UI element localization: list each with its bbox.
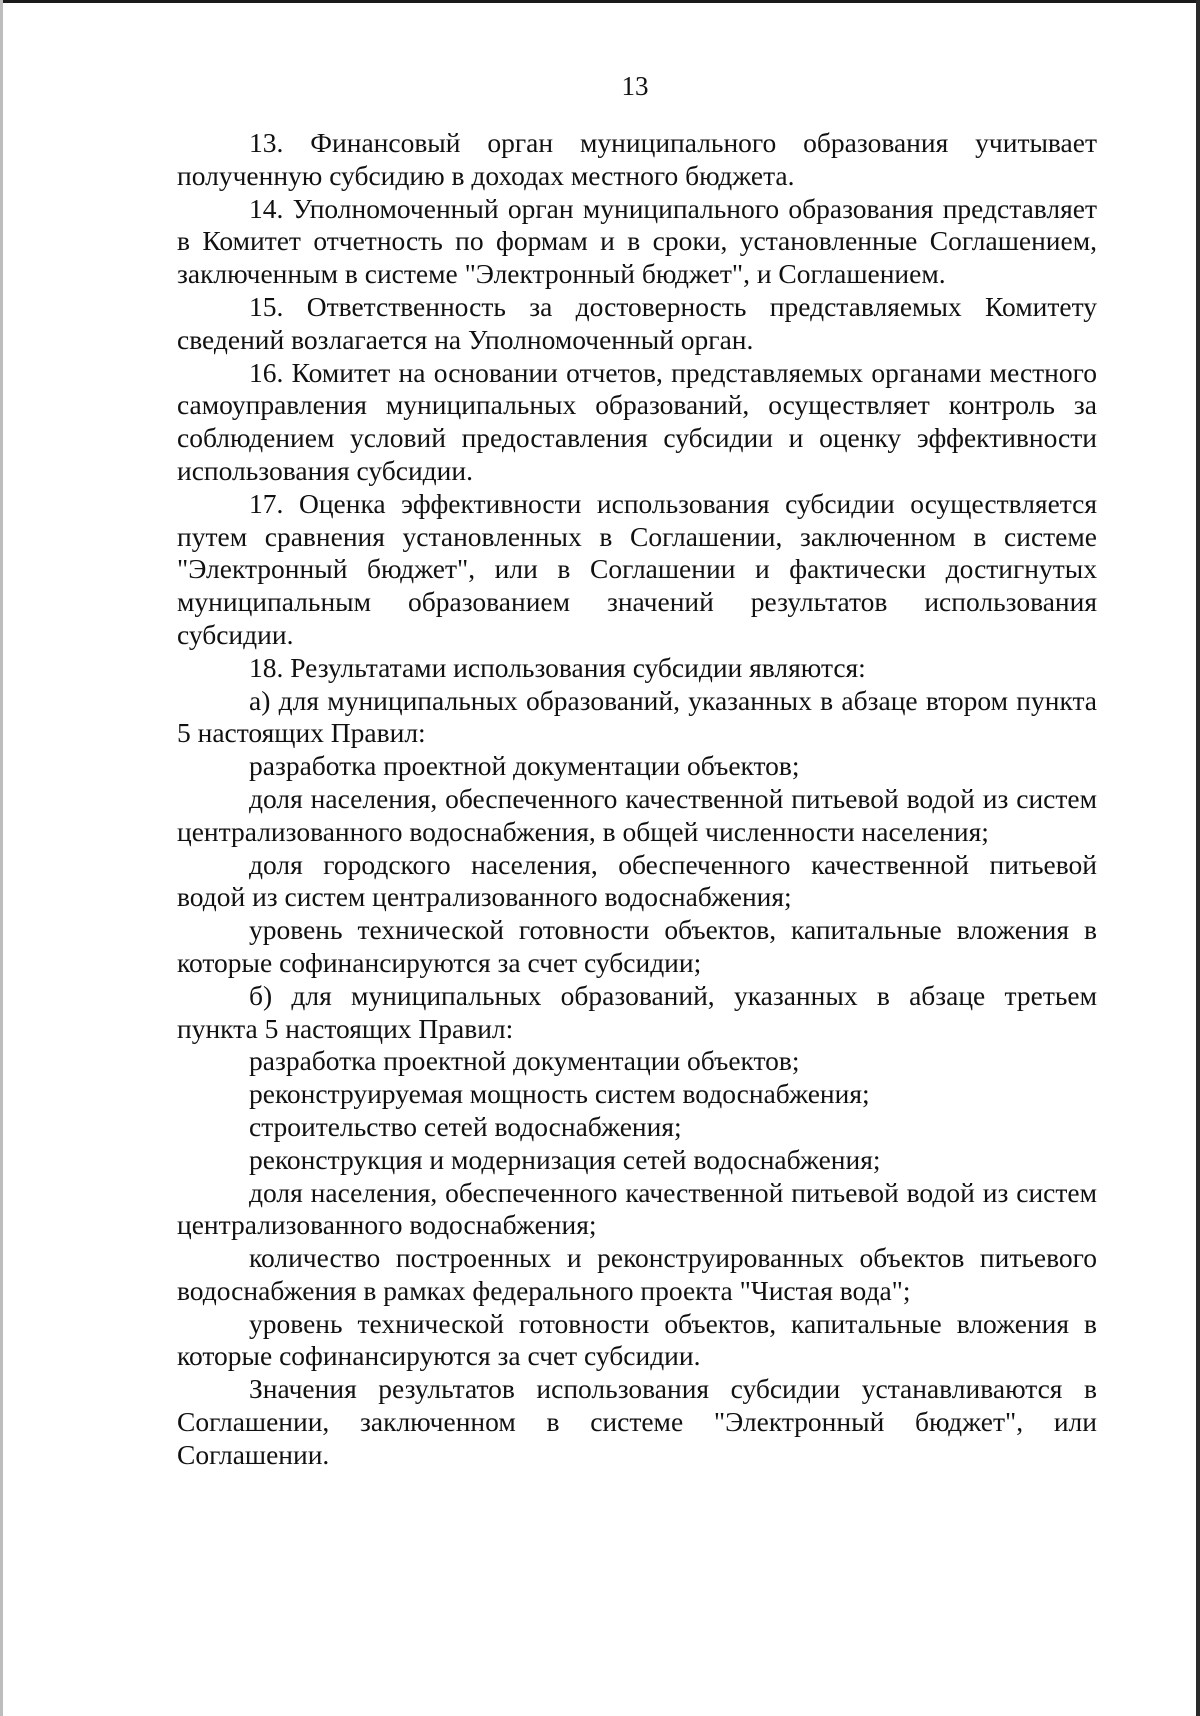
list-item-18b-network-modernization: реконструкция и модернизация сетей водоснабжения; — [249, 1143, 881, 1175]
list-item-18a-population-share: доля населения, обеспеченного качественной питьевой водой из систем централизованного водоснабжения, в общей численности населения; — [177, 782, 1097, 847]
list-item-18a-urban-population-share: доля городского населения, обеспеченного качественной питьевой водой из систем централизованного водоснабжения; — [177, 848, 1097, 913]
paragraph-14-reporting: 14. Уполномоченный орган муниципального образования представляет в Комитет отчетность по формам и в сроки, установленные Соглашением, заключенным в системе "Электронный бюджет", и Соглашением. — [177, 192, 1097, 290]
paragraph-16-control: 16. Комитет на основании отчетов, представляемых органами местного самоуправления муниципальных образований, осуществляет контроль за соблюдением условий предоставления субсидии и оценку эффективности использования субсидии. — [177, 356, 1097, 486]
list-item-18b-population-share: доля населения, обеспеченного качественной питьевой водой из систем централизованного водоснабжения; — [177, 1176, 1097, 1241]
list-item-18b-reconstructed-capacity: реконструируемая мощность систем водоснабжения; — [249, 1078, 870, 1110]
list-item-18b-network-construction: строительство сетей водоснабжения; — [249, 1110, 682, 1142]
paragraph-18-results: 18. Результатами использования субсидии являются: — [249, 651, 866, 683]
paragraph-15-responsibility: 15. Ответственность за достоверность представляемых Комитету сведений возлагается на Уполномоченный орган. — [177, 290, 1097, 355]
list-item-18b-objects-count: количество построенных и реконструированных объектов питьевого водоснабжения в рамках федерального проекта "Чистая вода"; — [177, 1242, 1097, 1306]
list-item-18a-design-docs: разработка проектной документации объектов; — [249, 750, 800, 782]
paragraph-result-values: Значения результатов использования субсидии устанавливаются в Соглашении, заключенном в системе "Электронный бюджет", или Соглашении. — [177, 1373, 1097, 1470]
list-item-18a-technical-readiness: уровень технической готовности объектов, капитальные вложения в которые софинансируются за счет субсидии; — [177, 914, 1097, 978]
list-item-18b-design-docs: разработка проектной документации объектов; — [249, 1045, 800, 1077]
paragraph-13-finance-body: 13. Финансовый орган муниципального образования учитывает полученную субсидию в доходах местного бюджета. — [177, 127, 1097, 191]
page-number: 13 — [621, 71, 649, 101]
scan-edge-left — [0, 0, 3, 1716]
list-item-18b-technical-readiness: уровень технической готовности объектов, капитальные вложения в которые софинансируются за счет субсидии. — [177, 1307, 1097, 1372]
paragraph-17-evaluation: 17. Оценка эффективности использования субсидии осуществляется путем сравнения установленных в Соглашении, заключенном в системе "Электронный бюджет", или в Соглашении и фактически достигнутых муниципальным образованием значений результатов использования субсидии. — [177, 487, 1097, 650]
document-body — [177, 127, 1097, 1472]
paragraph-18a-intro: а) для муниципальных образований, указанных в абзаце втором пункта 5 настоящих Правил: — [177, 684, 1097, 749]
scan-edge-right — [1196, 0, 1200, 1716]
scan-edge-top — [0, 0, 1200, 3]
paragraph-18b-intro: б) для муниципальных образований, указанных в абзаце третьем пункта 5 настоящих Правил: — [177, 979, 1097, 1044]
